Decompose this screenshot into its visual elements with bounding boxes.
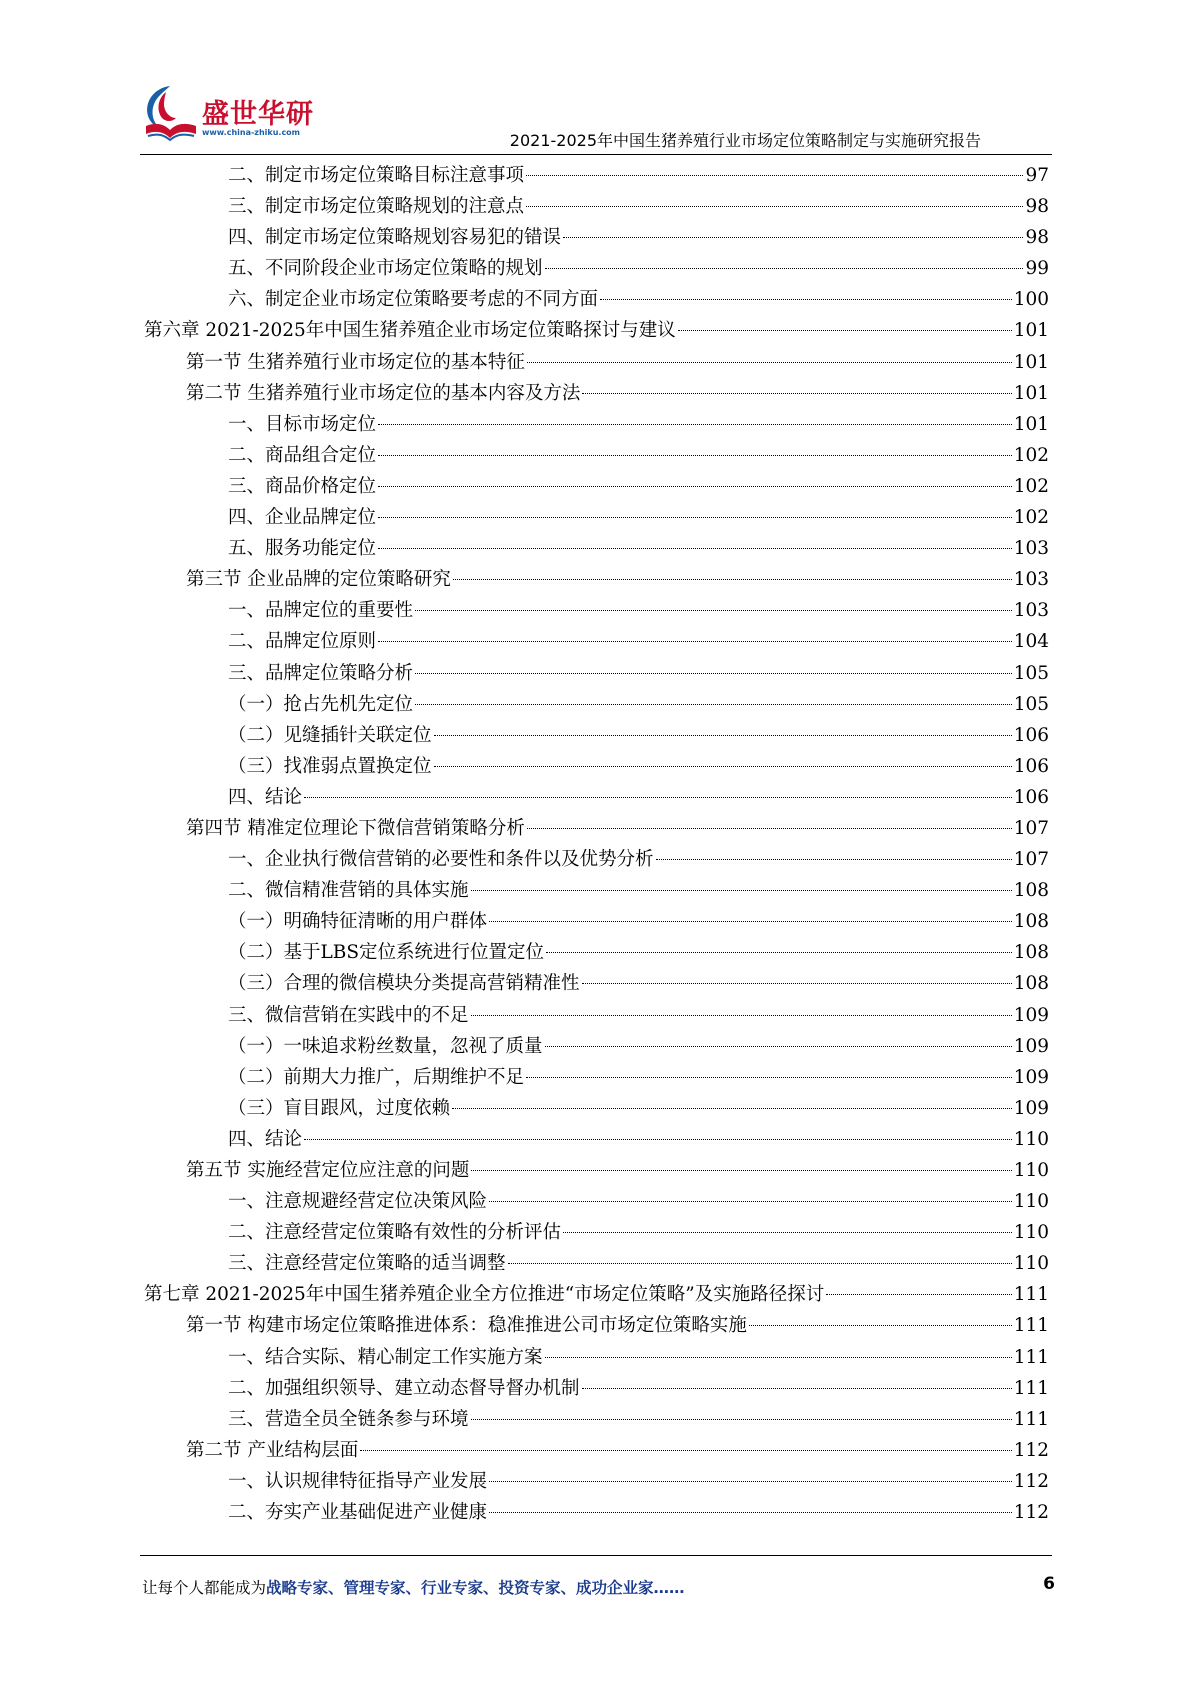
toc-entry-page: 105 — [1013, 662, 1049, 684]
toc-leader-dots — [378, 486, 1012, 487]
toc-leader-dots — [527, 828, 1012, 829]
logo-name: 盛世华研 — [202, 99, 314, 130]
toc-leader-dots — [600, 299, 1012, 300]
toc-leader-dots — [527, 362, 1012, 363]
toc-leader-dots — [378, 641, 1012, 642]
footer-slogan-prefix: 让每个人都能成为 — [142, 1579, 267, 1597]
toc-entry-page: 112 — [1013, 1439, 1049, 1461]
toc-entry-page: 108 — [1013, 973, 1049, 995]
toc-entry[interactable] — [144, 1124, 1049, 1155]
footer-slogan-highlight: 战略专家、管理专家、行业专家、投资专家、成功企业家…… — [266, 1579, 685, 1597]
toc-entry-page: 103 — [1013, 569, 1049, 591]
toc-entry-label: 第二节 产业结构层面 — [186, 1439, 359, 1461]
toc-entry-label: （二）见缝插针关联定位 — [228, 724, 432, 746]
toc-entry-page: 108 — [1013, 880, 1049, 902]
toc-entry-page: 109 — [1013, 1097, 1049, 1119]
toc-entry-label: 二、微信精准营销的具体实施 — [228, 880, 469, 902]
toc-leader-dots — [545, 1046, 1012, 1047]
toc-entry-page: 101 — [1013, 320, 1049, 342]
toc-leader-dots — [526, 175, 1023, 176]
toc-entry-label: 三、注意经营定位策略的适当调整 — [228, 1253, 506, 1275]
toc-entry-label: 一、结合实际、精心制定工作实施方案 — [228, 1346, 543, 1368]
toc-entry[interactable] — [144, 1155, 1049, 1186]
toc-entry-label: 第四节 精准定位理论下微信营销策略分析 — [186, 817, 525, 839]
toc-entry-label: 一、目标市场定位 — [228, 413, 377, 435]
toc-leader-dots — [656, 859, 1012, 860]
toc-entry-label: 三、制定市场定位策略规划的注意点 — [228, 196, 525, 218]
toc-entry-label: 三、营造全员全链条参与环境 — [228, 1408, 469, 1430]
toc-entry-label: 五、不同阶段企业市场定位策略的规划 — [228, 258, 543, 280]
toc-entry-page: 110 — [1013, 1222, 1049, 1244]
toc-entry-page: 109 — [1013, 1066, 1049, 1088]
toc-entry-label: （二）前期大力推广，后期维护不足 — [228, 1066, 525, 1088]
toc-entry[interactable] — [144, 222, 1049, 253]
toc-entry[interactable] — [144, 1062, 1049, 1093]
toc-entry[interactable] — [144, 191, 1049, 222]
toc-entry[interactable] — [144, 595, 1049, 626]
toc-entry-page: 111 — [1013, 1284, 1049, 1306]
toc-leader-dots — [508, 1263, 1012, 1264]
toc-entry[interactable] — [144, 720, 1049, 751]
toc-entry-label: 三、微信营销在实践中的不足 — [228, 1004, 469, 1026]
toc-entry-label: 二、商品组合定位 — [228, 444, 377, 466]
toc-entry-page: 98 — [1025, 196, 1049, 218]
toc-entry-page: 101 — [1013, 351, 1049, 373]
toc-entry-label: 第一节 生猪养殖行业市场定位的基本特征 — [186, 351, 525, 373]
toc-entry-page: 100 — [1013, 289, 1049, 311]
toc-entry-label: 二、夯实产业基础促进产业健康 — [228, 1502, 488, 1524]
toc-entry-label: （三）盲目跟风，过度依赖 — [228, 1097, 451, 1119]
toc-entry-label: 三、品牌定位策略分析 — [228, 662, 414, 684]
toc-entry-page: 106 — [1013, 755, 1049, 777]
toc-entry[interactable] — [144, 1497, 1049, 1528]
toc-entry-page: 106 — [1013, 724, 1049, 746]
footer-slogan — [142, 1576, 685, 1598]
toc-leader-dots — [489, 1512, 1012, 1513]
toc-leader-dots — [582, 983, 1012, 984]
toc-entry-page: 99 — [1025, 258, 1049, 280]
logo-url: www.china-zhiku.com — [202, 128, 301, 137]
toc-leader-dots — [471, 1015, 1012, 1016]
toc-entry[interactable] — [144, 564, 1049, 595]
toc-leader-dots — [546, 952, 1012, 953]
toc-entry[interactable] — [144, 1031, 1049, 1062]
toc-entry-page: 110 — [1013, 1128, 1049, 1150]
toc-entry-label: 第六章 2021-2025年中国生猪养殖企业市场定位策略探讨与建议 — [144, 320, 676, 342]
toc-entry[interactable] — [144, 751, 1049, 782]
toc-entry-page: 112 — [1013, 1470, 1049, 1492]
toc-leader-dots — [415, 610, 1012, 611]
toc-entry[interactable] — [144, 1186, 1049, 1217]
toc-leader-dots — [471, 1170, 1011, 1171]
toc-entry[interactable] — [144, 533, 1049, 564]
toc-entry-page: 108 — [1013, 911, 1049, 933]
toc-leader-dots — [378, 455, 1012, 456]
toc-leader-dots — [582, 393, 1011, 394]
toc-entry-page: 102 — [1013, 507, 1049, 529]
toc-entry-page: 110 — [1013, 1253, 1049, 1275]
toc-entry[interactable] — [144, 409, 1049, 440]
toc-leader-dots — [563, 237, 1023, 238]
toc-entry[interactable] — [144, 378, 1049, 409]
toc-entry-page: 109 — [1013, 1004, 1049, 1026]
toc-entry-label: （二）基于LBS定位系统进行位置定位 — [228, 942, 545, 964]
toc-entry[interactable] — [144, 1248, 1049, 1279]
toc-leader-dots — [526, 206, 1023, 207]
toc-leader-dots — [471, 1419, 1012, 1420]
toc-entry[interactable] — [144, 875, 1049, 906]
toc-entry-label: 四、结论 — [228, 1128, 303, 1150]
toc-entry[interactable] — [144, 1404, 1049, 1435]
toc-leader-dots — [489, 1201, 1012, 1202]
toc-entry[interactable] — [144, 1466, 1049, 1497]
toc-entry[interactable] — [144, 253, 1049, 284]
toc-entry[interactable] — [144, 626, 1049, 657]
toc-entry-page: 102 — [1013, 475, 1049, 497]
toc-entry-label: （三）找准弱点置换定位 — [228, 755, 432, 777]
toc-entry[interactable] — [144, 1373, 1049, 1404]
page-number: 6 — [1043, 1574, 1055, 1594]
toc-leader-dots — [453, 579, 1012, 580]
logo-book-icon — [140, 82, 200, 146]
toc-entry-label: （一）抢占先机先定位 — [228, 693, 414, 715]
toc-entry-label: 一、品牌定位的重要性 — [228, 600, 414, 622]
toc-entry[interactable] — [144, 347, 1049, 378]
toc-entry[interactable] — [144, 1217, 1049, 1248]
toc-entry-page: 112 — [1013, 1502, 1049, 1524]
toc-leader-dots — [434, 735, 1012, 736]
toc-entry[interactable] — [144, 440, 1049, 471]
toc-entry-label: 二、注意经营定位策略有效性的分析评估 — [228, 1222, 562, 1244]
toc-entry[interactable] — [144, 1093, 1049, 1124]
toc-entry[interactable] — [144, 315, 1049, 346]
toc-entry[interactable] — [144, 1279, 1049, 1310]
toc-entry-page: 101 — [1013, 382, 1049, 404]
toc-entry-page: 98 — [1025, 227, 1049, 249]
toc-entry-page: 105 — [1013, 693, 1049, 715]
toc-entry-label: 五、服务功能定位 — [228, 538, 377, 560]
toc-leader-dots — [452, 1108, 1012, 1109]
toc-entry[interactable] — [144, 658, 1049, 689]
toc-entry[interactable] — [144, 906, 1049, 937]
toc-entry-label: 二、制定市场定位策略目标注意事项 — [228, 165, 525, 186]
toc-entry-page: 97 — [1025, 165, 1049, 186]
table-of-contents — [144, 160, 1049, 1528]
toc-entry-page: 110 — [1013, 1160, 1049, 1181]
toc-entry-label: 二、品牌定位原则 — [228, 631, 377, 653]
toc-entry[interactable] — [144, 1310, 1049, 1341]
toc-leader-dots — [304, 1139, 1012, 1140]
toc-entry-label: 一、企业执行微信营销的必要性和条件以及优势分析 — [228, 849, 654, 871]
toc-leader-dots — [749, 1325, 1012, 1326]
toc-entry-page: 104 — [1013, 631, 1049, 653]
toc-leader-dots — [826, 1294, 1011, 1295]
toc-entry-page: 109 — [1013, 1035, 1049, 1057]
toc-leader-dots — [545, 1357, 1012, 1358]
toc-leader-dots — [563, 1232, 1012, 1233]
toc-entry-page: 103 — [1013, 538, 1049, 560]
toc-entry-label: 第三节 企业品牌的定位策略研究 — [186, 569, 451, 591]
toc-entry-page: 108 — [1013, 942, 1049, 964]
toc-entry-label: 第二节 生猪养殖行业市场定位的基本内容及方法 — [186, 382, 581, 404]
toc-entry-label: 第一节 构建市场定位策略推进体系：稳准推进公司市场定位策略实施 — [186, 1315, 747, 1337]
toc-entry-label: （一）明确特征清晰的用户群体 — [228, 911, 488, 933]
toc-entry-page: 111 — [1013, 1315, 1049, 1337]
toc-entry[interactable] — [144, 937, 1049, 968]
toc-entry[interactable] — [144, 844, 1049, 875]
toc-leader-dots — [471, 890, 1012, 891]
toc-entry-page: 111 — [1013, 1346, 1049, 1368]
header-divider — [140, 154, 1052, 155]
toc-entry[interactable] — [144, 968, 1049, 999]
toc-leader-dots — [360, 1450, 1011, 1451]
toc-entry-label: 第七章 2021-2025年中国生猪养殖企业全方位推进“市场定位策略”及实施路径探讨 — [144, 1284, 825, 1306]
toc-leader-dots — [378, 517, 1012, 518]
toc-leader-dots — [526, 1077, 1012, 1078]
toc-entry[interactable] — [144, 1342, 1049, 1373]
toc-entry-page: 101 — [1013, 413, 1049, 435]
toc-entry[interactable] — [144, 1435, 1049, 1466]
toc-entry-label: （三）合理的微信模块分类提高营销精准性 — [228, 973, 580, 995]
footer-divider — [140, 1555, 1052, 1556]
toc-entry-label: 四、企业品牌定位 — [228, 507, 377, 529]
toc-entry-page: 110 — [1013, 1191, 1049, 1213]
toc-entry[interactable] — [144, 782, 1049, 813]
toc-entry-page: 103 — [1013, 600, 1049, 622]
toc-entry-page: 111 — [1013, 1377, 1049, 1399]
toc-entry-label: 一、注意规避经营定位决策风险 — [228, 1191, 488, 1213]
toc-entry-label: 六、制定企业市场定位策略要考虑的不同方面 — [228, 289, 599, 311]
toc-entry-label: 一、认识规律特征指导产业发展 — [228, 1470, 488, 1492]
toc-leader-dots — [678, 330, 1012, 331]
toc-leader-dots — [304, 797, 1012, 798]
toc-leader-dots — [378, 548, 1012, 549]
toc-entry-page: 106 — [1013, 786, 1049, 808]
company-logo — [140, 82, 314, 148]
toc-entry-label: （一）一味追求粉丝数量，忽视了质量 — [228, 1035, 543, 1057]
toc-entry[interactable] — [144, 813, 1049, 844]
toc-leader-dots — [582, 1388, 1012, 1389]
toc-entry[interactable] — [144, 689, 1049, 720]
toc-leader-dots — [378, 424, 1012, 425]
toc-entry-page: 107 — [1013, 817, 1049, 839]
toc-entry-page: 107 — [1013, 849, 1049, 871]
toc-leader-dots — [415, 704, 1012, 705]
toc-entry-page: 102 — [1013, 444, 1049, 466]
toc-entry-label: 第五节 实施经营定位应注意的问题 — [186, 1160, 470, 1181]
toc-entry-label: 三、商品价格定位 — [228, 475, 377, 497]
toc-leader-dots — [489, 921, 1012, 922]
toc-leader-dots — [545, 268, 1024, 269]
toc-leader-dots — [434, 766, 1012, 767]
document-title: 2021-2025年中国生猪养殖行业市场定位策略制定与实施研究报告 — [509, 131, 981, 150]
toc-entry[interactable] — [144, 284, 1049, 315]
toc-entry[interactable] — [144, 160, 1049, 191]
toc-entry[interactable] — [144, 1000, 1049, 1031]
toc-leader-dots — [489, 1481, 1012, 1482]
toc-entry-label: 四、制定市场定位策略规划容易犯的错误 — [228, 227, 562, 249]
toc-entry-page: 111 — [1013, 1408, 1049, 1430]
toc-entry-label: 四、结论 — [228, 786, 303, 808]
toc-leader-dots — [415, 673, 1012, 674]
toc-entry-label: 二、加强组织领导、建立动态督导督办机制 — [228, 1377, 580, 1399]
toc-entry[interactable] — [144, 471, 1049, 502]
toc-entry[interactable] — [144, 502, 1049, 533]
